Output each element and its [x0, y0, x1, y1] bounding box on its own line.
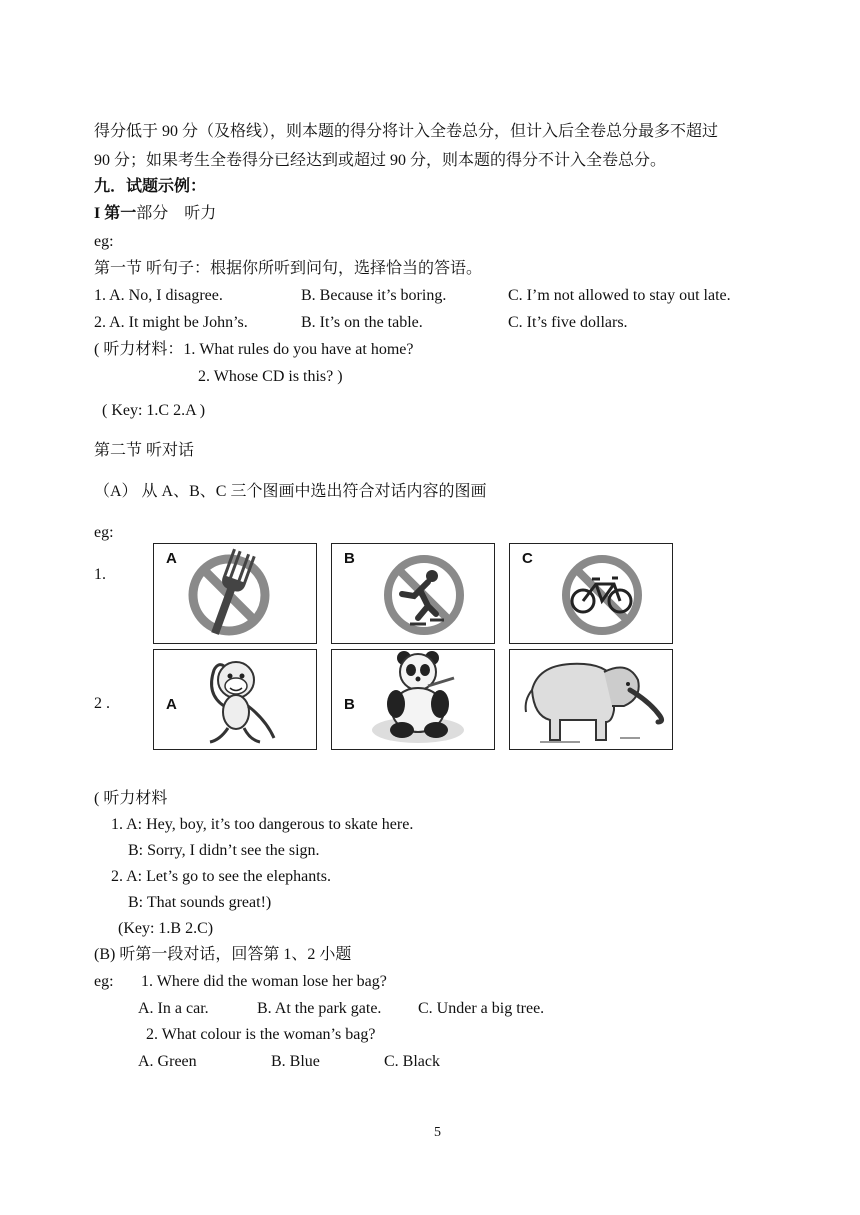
- part-one-heading: [94, 204, 216, 224]
- picture-label: A: [166, 696, 177, 713]
- sec1-material-1: ( 听力材料：1. What rules do you have at home?: [94, 341, 414, 358]
- sec1-key: ( Key: 1.C 2.A ): [102, 402, 206, 419]
- picture-2c: [509, 649, 673, 750]
- no-skating-icon: [332, 544, 494, 643]
- part-one-roman: I: [94, 205, 101, 222]
- picture-1b: [331, 543, 495, 644]
- part-b-q2-b: B. Blue: [271, 1053, 320, 1070]
- part-b-q1-c: C. Under a big tree.: [418, 1000, 545, 1017]
- section-2-part-a: （A） 从 A、B、C 三个图画中选出符合对话内容的图画: [94, 483, 487, 500]
- part-b-q2: 2. What colour is the woman’s bag?: [146, 1026, 376, 1043]
- part-b-eg: eg:: [94, 973, 114, 990]
- picture-1a: [153, 543, 317, 644]
- picture-2a: [153, 649, 317, 750]
- section-nine-heading: 九．试题示例：: [94, 178, 207, 195]
- part-b-q1: 1. Where did the woman lose her bag?: [141, 973, 387, 990]
- eg-label-2: eg:: [94, 524, 114, 541]
- picture-label: B: [344, 550, 355, 567]
- q1-option-b: B. Because it’s boring.: [301, 287, 447, 304]
- picture-2b: [331, 649, 495, 750]
- sec2-dialogue-1a: 1. A: Hey, boy, it’s too dangerous to skate here.: [111, 816, 414, 833]
- part-one-title-bold: 第一: [104, 205, 137, 222]
- sec2-dialogue-1b: B: Sorry, I didn’t see the sign.: [128, 842, 320, 859]
- elephant-icon: [510, 650, 672, 749]
- section-1-title: 第一节 听句子：根据你所听到问句，选择恰当的答语。: [94, 260, 483, 277]
- sec2-key: (Key: 1.B 2.C): [118, 920, 214, 937]
- part-b-q2-c: C. Black: [384, 1053, 440, 1070]
- q2-option-c: C. It’s five dollars.: [508, 314, 628, 331]
- row-1-number: 1.: [94, 566, 106, 583]
- part-one-title-rest: 部分 听力: [136, 205, 217, 222]
- intro-line-1: 得分低于 90 分（及格线），则本题的得分将计入全卷总分，但计入后全卷总分最多不超过: [94, 123, 719, 140]
- sec1-material-2: 2. Whose CD is this? ): [198, 368, 343, 385]
- no-fork-icon: [154, 544, 316, 643]
- no-bicycle-icon: [510, 544, 672, 643]
- sec2-dialogue-2a: 2. A: Let’s go to see the elephants.: [111, 868, 331, 885]
- row-2-number: 2 .: [94, 695, 110, 712]
- picture-1c: [509, 543, 673, 644]
- intro-line-2: 90 分；如果考生全卷得分已经达到或超过 90 分，则本题的得分不计入全卷总分。: [94, 152, 667, 169]
- panda-icon: [332, 650, 494, 749]
- page-number: 5: [434, 1125, 441, 1140]
- q1-option-a: 1. A. No, I disagree.: [94, 287, 223, 304]
- q1-option-c: C. I’m not allowed to stay out late.: [508, 287, 731, 304]
- part-b-q2-a: A. Green: [138, 1053, 197, 1070]
- monkey-icon: [154, 650, 316, 749]
- picture-label: A: [166, 550, 177, 567]
- section-2-title: 第二节 听对话: [94, 442, 195, 459]
- q2-option-a: 2. A. It might be John’s.: [94, 314, 248, 331]
- sec2-material-open: ( 听力材料: [94, 790, 168, 807]
- part-b-q1-b: B. At the park gate.: [257, 1000, 382, 1017]
- sec2-dialogue-2b: B: That sounds great!): [128, 894, 272, 911]
- part-b-q1-a: A. In a car.: [138, 1000, 209, 1017]
- picture-label: C: [522, 550, 533, 567]
- eg-label-1: eg:: [94, 233, 114, 250]
- q2-option-b: B. It’s on the table.: [301, 314, 423, 331]
- picture-label: B: [344, 696, 355, 713]
- part-b-title: (B) 听第一段对话，回答第 1、2 小题: [94, 946, 352, 963]
